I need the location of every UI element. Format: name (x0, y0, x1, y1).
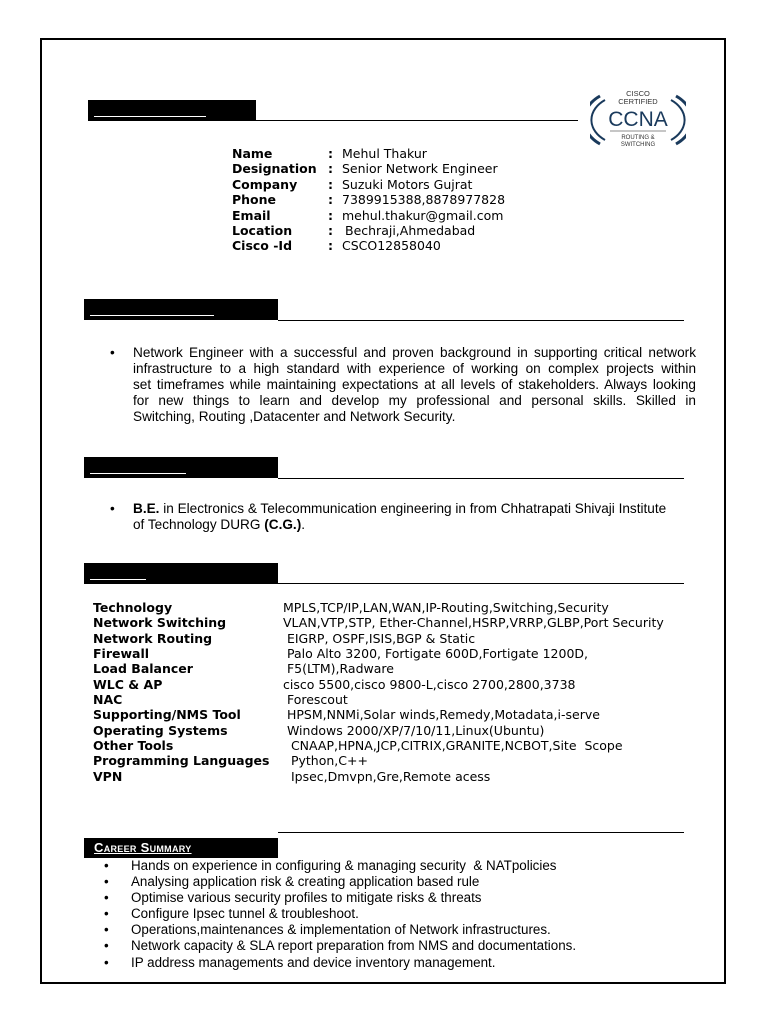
skill-label: VPN (93, 768, 123, 784)
section-bar-objective (84, 299, 278, 320)
objective-line: infrastructure to a high standard with experience of working on complex projects within (133, 361, 696, 376)
skill-label: Operating Systems (93, 722, 228, 738)
section-rule-education (278, 478, 684, 479)
contact-row-company (232, 177, 505, 192)
education-line-1 (133, 501, 696, 517)
career-item (104, 922, 576, 938)
objective-line: Switching, Routing ,Datacenter and Network Security. (133, 409, 456, 424)
skill-value: CNAAP,HPNA,JCP,CITRIX,GRANITE,NCBOT,Site Scope (283, 738, 623, 754)
education-paragraph (133, 501, 696, 533)
skill-label: Technology (93, 600, 173, 615)
logo-line2: CERTIFIED (618, 97, 658, 106)
bullet-icon: • (110, 345, 115, 360)
career-item (104, 938, 576, 954)
contact-value: mehul.thakur@gmail.com (342, 207, 504, 223)
contact-label: Company (232, 176, 298, 192)
skills-row (93, 707, 664, 722)
career-item (104, 955, 576, 971)
contact-label: Designation (232, 161, 317, 177)
education-degree: B.E. (133, 501, 160, 516)
career-item (104, 890, 576, 906)
contact-value: Senior Network Engineer (342, 161, 498, 177)
skill-value: Windows 2000/XP/7/10/11,Linux(Ubuntu) (283, 722, 545, 738)
skill-value: VLAN,VTP,STP, Ether-Channel,HSRP,VRRP,GLBP,Port Security (283, 615, 664, 631)
contact-separator: : (328, 207, 333, 223)
bullet-icon: • (104, 858, 109, 873)
ccna-logo (590, 88, 686, 154)
skill-label: Load Balancer (93, 661, 193, 677)
logo-line4: ROUTING & (621, 135, 655, 141)
logo-line5: SWITCHING (620, 142, 656, 148)
skills-row (93, 738, 664, 753)
section-rule-skills (278, 583, 684, 584)
contact-row-email (232, 208, 505, 223)
skill-label: Programming Languages (93, 753, 270, 769)
skills-row (93, 646, 664, 661)
bullet-icon: • (104, 906, 109, 922)
bullet-icon: • (104, 954, 109, 970)
skills-table (93, 600, 664, 784)
contact-label: Location (232, 222, 293, 238)
bullet-icon: • (104, 874, 109, 890)
bullet-icon: • (104, 922, 109, 938)
skill-label: Supporting/NMS Tool (93, 707, 241, 723)
skill-value: Python,C++ (283, 753, 368, 769)
career-item (104, 906, 576, 922)
skills-row (93, 600, 664, 615)
skill-value: Forescout (283, 692, 348, 708)
contact-separator: : (328, 222, 333, 238)
contact-separator: : (328, 146, 333, 161)
career-item-text: Network capacity & SLA report preparation from NMS and documentations. (131, 938, 577, 954)
skill-value: Ipsec,Dmvpn,Gre,Remote acess (283, 768, 491, 784)
logo-line1: CISCO (626, 89, 650, 98)
section-bar-skills (84, 563, 278, 584)
career-item-text: Optimise various security profiles to mitigate risks & threats (131, 890, 482, 906)
skill-label: NAC (93, 692, 123, 708)
contact-row-location (232, 223, 505, 238)
contact-separator: : (328, 192, 333, 208)
objective-line: set timeframes while maintaining expectations at all levels of stakeholders. Always looking (133, 377, 696, 392)
skill-label: Network Switching (93, 615, 227, 631)
education-text-b: of Technology DURG (133, 517, 265, 532)
objective-line: Network Engineer with a successful and proven background in supporting critical network (133, 345, 696, 360)
career-item-text: Hands on experience in configuring & managing security & NATpolicies (131, 858, 557, 873)
bullet-icon: • (104, 938, 109, 954)
contact-row-phone (232, 192, 505, 207)
section-bar-personal (88, 100, 256, 121)
contact-value: CSCO12858040 (342, 238, 441, 254)
skills-row (93, 753, 664, 768)
contact-label: Phone (232, 192, 277, 208)
contact-label: Email (232, 207, 271, 223)
contact-value: Mehul Thakur (342, 146, 427, 161)
career-list (104, 858, 576, 971)
skills-row (93, 661, 664, 676)
bullet-icon: • (104, 890, 109, 906)
skills-row (93, 723, 664, 738)
skill-value: F5(LTM),Radware (283, 661, 394, 677)
skill-value: cisco 5500,cisco 9800-L,cisco 2700,2800,3738 (283, 676, 576, 692)
career-item-text: IP address managements and device inventory management. (131, 954, 496, 970)
logo-line3: CCNA (608, 108, 668, 131)
career-item-text: Analysing application risk & creating application based rule (131, 874, 480, 890)
contact-row-cisco-id (232, 238, 505, 253)
skill-value: Palo Alto 3200, Fortigate 600D,Fortigate 1200D, (283, 646, 589, 662)
section-rule-career (278, 832, 684, 833)
objective-line: for new things to learn and develop my professional and personal skills. Skilled in (133, 393, 696, 408)
contact-row-designation (232, 161, 505, 176)
skill-label: Other Tools (93, 738, 174, 754)
skills-row (93, 769, 664, 784)
career-item (104, 874, 576, 890)
section-bar-education (84, 457, 278, 478)
skill-value: EIGRP, OSPF,ISIS,BGP & Static (283, 630, 476, 646)
skills-row (93, 692, 664, 707)
skill-label: WLC & AP (93, 676, 163, 692)
contact-separator: : (328, 176, 333, 192)
career-item-text: Operations,maintenances & implementation of Network infrastructures. (131, 922, 551, 938)
skill-label: Network Routing (93, 630, 213, 646)
career-item-text: Configure Ipsec tunnel & troubleshoot. (131, 906, 359, 922)
contact-value: Suzuki Motors Gujrat (342, 176, 473, 192)
skill-label: Firewall (93, 646, 150, 662)
contact-value: 7389915388,8878977828 (342, 192, 506, 208)
skills-row (93, 677, 664, 692)
skill-value: HPSM,NNMi,Solar winds,Remedy,Motadata,i-serve (283, 707, 600, 723)
bullet-icon: • (110, 501, 115, 516)
section-rule-objective (278, 320, 684, 321)
contact-label: Cisco -Id (232, 238, 293, 254)
education-text-a: in Electronics & Telecommunication engineering in from Chhatrapati Shivaji Institute (159, 501, 667, 516)
skills-row (93, 615, 664, 630)
contact-block (232, 146, 505, 254)
career-item (104, 858, 576, 874)
education-end: . (301, 517, 305, 532)
education-location: (C.G.) (264, 517, 302, 532)
objective-paragraph (133, 345, 696, 425)
education-line-2 (133, 517, 696, 533)
contact-row-name (232, 146, 505, 161)
contact-separator: : (328, 238, 333, 254)
contact-value: Bechraji,Ahmedabad (345, 222, 476, 238)
contact-separator: : (328, 161, 333, 177)
career-summary-title: Career Summary (84, 838, 278, 858)
skills-row (93, 631, 664, 646)
contact-label: Name (232, 146, 273, 161)
section-rule-personal (256, 120, 578, 121)
skill-value: MPLS,TCP/IP,LAN,WAN,IP-Routing,Switching,Security (283, 600, 609, 615)
